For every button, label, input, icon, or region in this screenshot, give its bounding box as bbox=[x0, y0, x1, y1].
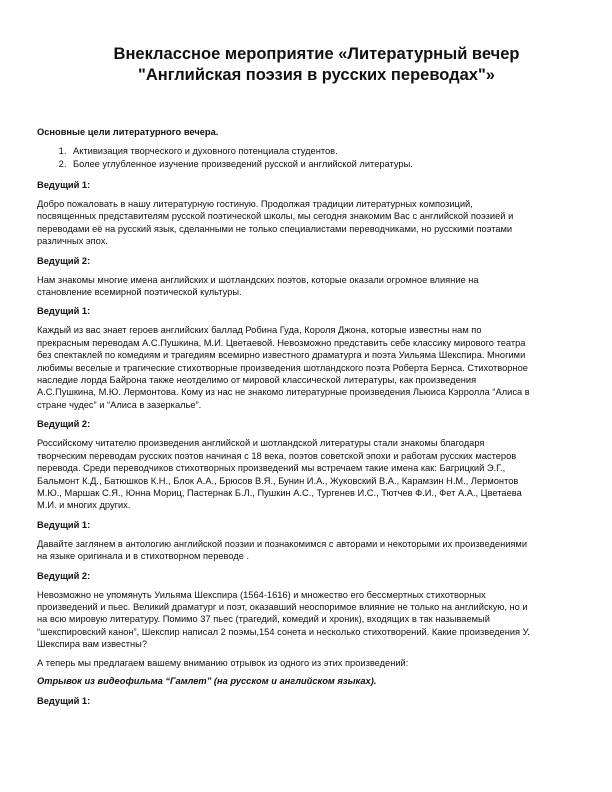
speaker-label: Ведущий 1: bbox=[37, 306, 91, 317]
paragraph: Невозможно не упомянуть Уильяма Шекспира (1564-1616) и множество его бессмертных стихотворных произведений и пьес. Великий драматург и поэт, оказавший неоспоримое влияние не только на английскую, но и на всю мировую литературу. Помимо 37 пьес (трагедий, комедий и хроник), входящих в так называемый “шекспировский канон”, Шекспир написал 2 поэмы,154 сонета и несколько стихотворений. Какие произведения У. Шекспира вам известны? bbox=[37, 589, 530, 650]
page-title bbox=[37, 44, 576, 86]
speaker-label: Ведущий 1: bbox=[37, 180, 91, 190]
paragraph: Российскому читателю произведения английской и шотландской литературы стали знакомы благодаря творческим переводам русских поэтов начиная с 18 века, поэтов советской эпохи и работам русских мастеров перевода. Среди переводчиков стихотворных произведений мы встречаем такие имена как: Багрицкий Э.Г., Бальмонт К.Д., Батюшков К.Н., Блок А.А., Брюсов В.Я., Бунин И.А., Жуковский В.А., Карамзин Н.М., Лермонтов М.Ю., Маршак С.Я., Юнна Мориц, Пастернак Б.Л., Пушкин А.С., Тургенев И.С., Тютчев Ф.И., Фет А.А., Цветаева М.И. и многих других. bbox=[37, 438, 522, 511]
list-item: 1. Активизация творческого и духовного потенциала студентов. bbox=[69, 145, 576, 158]
speaker-label: Ведущий 2: bbox=[37, 419, 91, 430]
speaker-label: Ведущий 1: bbox=[37, 519, 91, 530]
speaker-label: Ведущий 2: bbox=[37, 255, 91, 266]
paragraph: Добро пожаловать в нашу литературную гостиную. Продолжая традиции литературных композиций, посвященных представителям русской поэтической школы, мы сегодня знакомим Вас с английской поэзией и переводами её на русский язык, сделанными не только специалистами переводчиками, но русскими поэтами различных эпох. bbox=[37, 199, 514, 247]
list-item: 2. Более углубленное изучение произведений русской и английской литературы. bbox=[69, 158, 576, 171]
paragraph: Нам знакомы многие имена английских и шотландских поэтов, которые оказали огромное влияние на становление всемирной поэтической культуры. bbox=[37, 274, 479, 298]
title-line-2: "Английская поэзия в русских переводах"» bbox=[138, 66, 495, 84]
paragraph: Давайте заглянем в антологию английской поэзии и познакомимся с авторами и некоторыми их произведениями на языке оригинала и в стихотворном переводе . bbox=[37, 538, 528, 562]
goals-heading: Основные цели литературного вечера. bbox=[37, 127, 219, 137]
goals-list bbox=[37, 145, 576, 170]
closing-paragraph: А теперь мы предлагаем вашему вниманию отрывок из одного из этих произведений: bbox=[37, 657, 409, 668]
speaker-label: Ведущий 2: bbox=[37, 570, 91, 581]
speaker-label: Ведущий 1: bbox=[37, 695, 91, 706]
excerpt-label: Отрывок из видеофильма “Гамлет” (на русском и английском языках). bbox=[37, 675, 377, 686]
paragraph: Каждый из вас знает героев английских баллад Робина Гуда, Короля Джона, которые известны нам по прекрасным переводам А.С.Пушкина, М.И. Цветаевой. Невозможно представить себе классику мирового театра без спектаклей по комедиям и трагедиям всемирно известного драматурга и поэта Уильяма Шекспира. Многими любимы веселые и трагические стихотворные произведения шотландского поэта Роберта Бернса. Стихотворное наследие лорда Байрона также неотделимо от мировой классической литературы, как произведения А.С.Пушкина, М.Ю. Лермонтова. Кому из нас не знакомо литературные произведения Льюиса Кэрролла “Алиса в стране чудес” и “Алиса в зазеркалье”. bbox=[37, 325, 530, 410]
title-line-1: Внеклассное мероприятие «Литературный вечер bbox=[113, 45, 520, 63]
